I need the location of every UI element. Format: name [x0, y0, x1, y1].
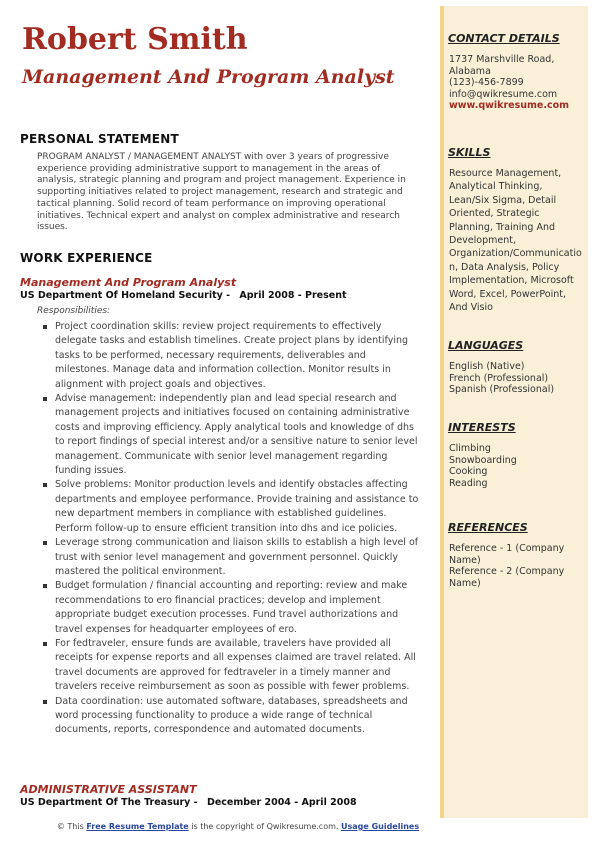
interests-heading: INTERESTS — [448, 421, 516, 434]
list-item: Advise management: independently plan and lead special research and management projects and initiatives focused on containing administrative costs and improving efficiency. Apply analytical tools and knowledge of dhs to report findings of special interest and/or a sensitive nature to senior level management. Communicate with senior level management regarding funding issues. — [37, 392, 421, 478]
contact-address-line1: 1737 Marshville Road, — [449, 54, 555, 65]
interests-list — [449, 443, 585, 489]
reference-item: Reference - 1 (Company Name) — [449, 543, 565, 566]
skills-heading: SKILLS — [448, 146, 491, 159]
contact-details — [449, 54, 585, 112]
list-item: Budget formulation / financial accounting and reporting: review and make recommendations to ero financial practices; develop and implement appropriate budget execution processes. Fund travel authorizations and travel expenses for headquarter employees of ero. — [37, 579, 421, 637]
contact-email[interactable]: info@qwikresume.com — [449, 88, 558, 100]
job-dates-2: December 2004 - April 2008 — [206, 797, 357, 808]
personal-statement-heading: PERSONAL STATEMENT — [20, 132, 179, 146]
list-item: Project coordination skills: review project requirements to effectively delegate tasks and establish timelines. Create project plans by identifying tasks to be performed, necessary requirements, deliverables and milestones. Manage data and information collection. Monitor results in alignment with project goals and objectives. — [37, 320, 421, 392]
list-item: Solve problems: Monitor production levels and identify obstacles affecting departments and employee performance. Provide training and assistance to new department members in compliance with established guidelines. Perform follow-up to ensure efficient transition into dhs and ice policies. — [37, 478, 421, 536]
job-company-name-2: US Department Of The Treasury - — [20, 797, 198, 808]
job-company-name-1: US Department Of Homeland Security - — [20, 290, 231, 301]
contact-website-link[interactable]: www.qwikresume.com — [449, 100, 570, 112]
job-title-2: ADMINISTRATIVE ASSISTANT — [20, 783, 197, 796]
reference-item: Reference - 2 (Company Name) — [449, 566, 565, 589]
responsibilities-list — [37, 320, 421, 738]
list-item: For fedtraveler, ensure funds are available, travelers have provided all receipts for expense reports and all expenses claimed are travel related. All travel documents are approved for fedtraveler in a timely manner and travelers receive reimbursement as soon as possible with fewer problems. — [37, 637, 421, 695]
contact-phone: (123)-456-7899 — [449, 77, 524, 89]
work-experience-heading: WORK EXPERIENCE — [20, 251, 153, 265]
language-item: English (Native) — [449, 361, 525, 372]
contact-address-line2: Alabama — [449, 65, 491, 77]
interest-item: Climbing — [449, 443, 491, 454]
job-company-1 — [20, 290, 347, 301]
contact-heading: CONTACT DETAILS — [448, 32, 560, 45]
list-item: Leverage strong communication and liaison skills to establish a high level of trust with senior level management and government personnel. Quickly mastered the political environment. — [37, 536, 421, 579]
footer-copyright-text: is the copyright of Qwikresume.com. — [191, 822, 339, 831]
interest-item: Cooking — [449, 466, 488, 478]
references-heading: REFERENCES — [448, 521, 528, 534]
responsibilities-label: Responsibilities: — [37, 306, 111, 316]
job-company-2 — [20, 797, 357, 808]
personal-statement-text: PROGRAM ANALYST / MANAGEMENT ANALYST with over 3 years of progressive experience providing administrative support to management in the areas of analysis, strategic planning and program and project management. Experience in supporting initiatives related to project management, research and strategic and tactical planning. Solid record of team performance on improving operational initiatives. Technical expert and analyst on complex administrative and research issues. — [37, 152, 406, 233]
job-dates-1: April 2008 - Present — [239, 290, 347, 301]
interest-item: Snowboarding — [449, 454, 517, 466]
list-item: Data coordination: use automated software, databases, spreadsheets and word processing functionality to produce a wide range of technical documents, reports, correspondence and automated documents. — [37, 695, 421, 738]
candidate-title: Management And Program Analyst — [22, 66, 395, 88]
language-item: French (Professional) — [449, 372, 549, 384]
job-title-1: Management And Program Analyst — [20, 276, 237, 289]
references-list — [449, 543, 585, 589]
candidate-name: Robert Smith — [22, 22, 248, 57]
skills-text: Resource Management, Analytical Thinking, Lean/Six Sigma, Detail Oriented, Strategic Planning, Training And Development, Organization/Communication, Data Analysis, Policy Implementation, Microsoft Word, Excel, PowerPoint, And Visio — [449, 168, 582, 314]
language-item: Spanish (Professional) — [449, 384, 555, 396]
usage-guidelines-link[interactable]: Usage Guidelines — [340, 822, 420, 831]
footer-prefix: © This — [56, 822, 84, 831]
interest-item: Reading — [449, 477, 488, 489]
free-resume-template-link[interactable]: Free Resume Template — [86, 822, 189, 831]
languages-list — [449, 361, 585, 396]
languages-heading: LANGUAGES — [448, 339, 524, 352]
sidebar-panel — [440, 6, 588, 818]
footer — [0, 822, 476, 831]
